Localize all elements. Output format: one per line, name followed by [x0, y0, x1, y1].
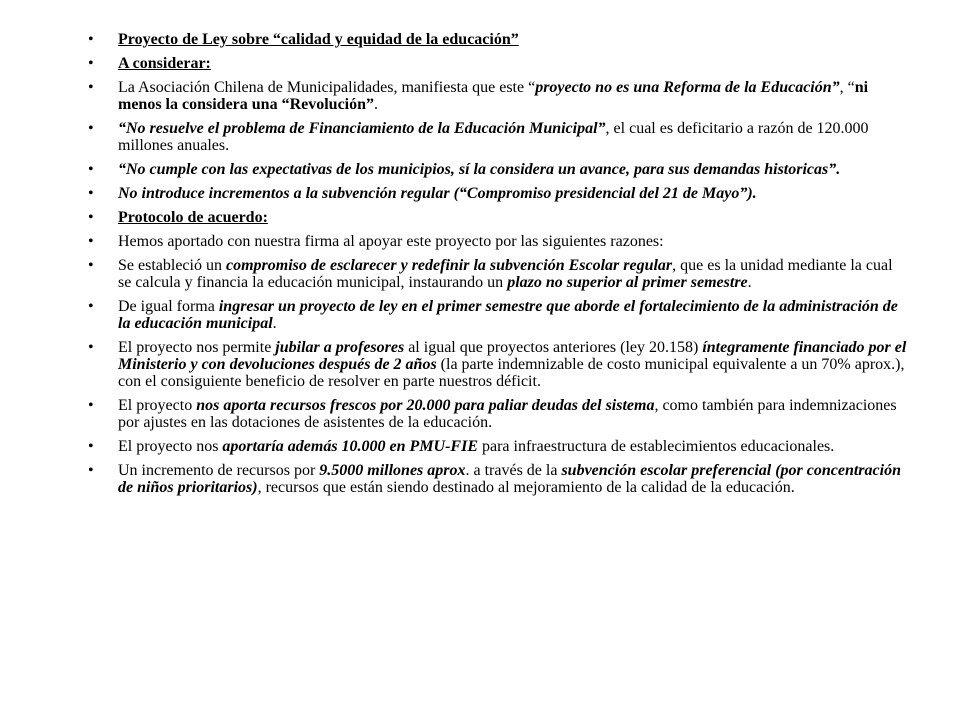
bullet-text: El proyecto nos permite [118, 339, 276, 356]
bullet-text: , el cual es deficitario a razón de 120.000 millones anuales. [118, 120, 869, 154]
bullet-icon: • [88, 209, 94, 226]
bullet-list [88, 31, 908, 503]
bullet-item [88, 462, 908, 496]
bullet-text: jubilar a profesores [275, 339, 405, 356]
bullet-text: nos aporta recursos frescos por 20.000 para paliar deudas del sistema [196, 397, 655, 414]
bullet-icon: • [88, 339, 94, 356]
bullet-text: subvención escolar preferencial (por concentración de niños prioritarios) [118, 462, 901, 496]
bullet-item [88, 397, 908, 431]
bullet-text: , como también para indemnizaciones por ajustes en las dotaciones de asistentes de la educación. [118, 397, 897, 431]
bullet-icon: • [88, 298, 94, 315]
bullet-text: Un incremento de recursos por [118, 462, 320, 479]
bullet-item [88, 161, 908, 178]
bullet-icon: • [88, 185, 94, 202]
bullet-item [88, 298, 908, 332]
bullet-item [88, 257, 908, 291]
bullet-icon: • [88, 462, 94, 479]
bullet-text: (la parte indemnizable de costo municipal equivalente a un 70% aprox.), con el consiguiente beneficio de resolver en parte nuestros déficit. [118, 356, 905, 390]
bullet-icon: • [88, 120, 94, 137]
bullet-item [88, 233, 908, 250]
bullet-text: plazo no superior al primer semestre [507, 274, 748, 291]
bullet-text: , recursos que están siendo destinado al mejoramiento de la calidad de la educación. [257, 479, 795, 496]
bullet-text: El proyecto [118, 397, 197, 414]
bullet-text: para infraestructura de establecimientos educacionales. [478, 438, 835, 455]
bullet-text: al igual que proyectos anteriores (ley 20.158) [404, 339, 703, 356]
bullet-text: . a través de la [465, 462, 562, 479]
bullet-item [88, 55, 908, 72]
bullet-item [88, 120, 908, 154]
bullet-item [88, 79, 908, 113]
bullet-text: , que es la unidad mediante la cual se calcula y financia la educación municipal, instaurando un [118, 257, 893, 291]
bullet-icon: • [88, 55, 94, 72]
bullet-text: . [374, 96, 379, 113]
bullet-text: Proyecto de Ley sobre “calidad y equidad de la educación” [118, 31, 519, 48]
bullet-icon: • [88, 257, 94, 274]
bullet-item [88, 438, 908, 455]
bullet-text: La Asociación Chilena de Municipalidades, manifiesta que este “ [118, 79, 536, 96]
bullet-text: Se estableció un [118, 257, 226, 274]
bullet-item [88, 209, 908, 226]
bullet-text: Protocolo de acuerdo: [118, 209, 268, 226]
bullet-icon: • [88, 31, 94, 48]
bullet-text: proyecto no es una Reforma de la Educación” [535, 79, 840, 96]
bullet-text: 9.5000 millones aprox [319, 462, 466, 479]
bullet-text: . [747, 274, 752, 291]
bullet-text: De igual forma [118, 298, 219, 315]
bullet-icon: • [88, 79, 94, 96]
bullet-text: “No resuelve el problema de Financiamiento de la Educación Municipal” [118, 120, 606, 137]
bullet-text: ni menos la considera una “Revolución” [118, 79, 869, 113]
bullet-text: íntegramente financiado por el Ministerio y con devoluciones después de 2 años [118, 339, 907, 373]
bullet-text: . [272, 315, 277, 332]
bullet-text: compromiso de esclarecer y redefinir la subvención Escolar regular [225, 257, 673, 274]
bullet-text: Hemos aportado con nuestra firma al apoyar este proyecto por las siguientes razones: [118, 233, 664, 250]
bullet-icon: • [88, 397, 94, 414]
bullet-text: , “ [839, 79, 855, 96]
bullet-text: ingresar un proyecto de ley en el primer semestre que aborde el fortalecimiento de la administración de la educación municipal [118, 298, 898, 332]
bullet-text: “No cumple con las expectativas de los municipios, sí la considera un avance, para sus demandas historicas”. [118, 161, 841, 178]
bullet-icon: • [88, 233, 94, 250]
bullet-text: No introduce incrementos a la subvención regular (“Compromiso presidencial del 21 de Mayo”). [118, 185, 757, 202]
bullet-text: A considerar: [118, 55, 211, 72]
bullet-text: aportaría además 10.000 en PMU-FIE [222, 438, 478, 455]
bullet-text: El proyecto nos [118, 438, 223, 455]
bullet-icon: • [88, 438, 94, 455]
bullet-item [88, 31, 908, 48]
bullet-item [88, 185, 908, 202]
bullet-icon: • [88, 161, 94, 178]
bullet-item [88, 339, 908, 390]
